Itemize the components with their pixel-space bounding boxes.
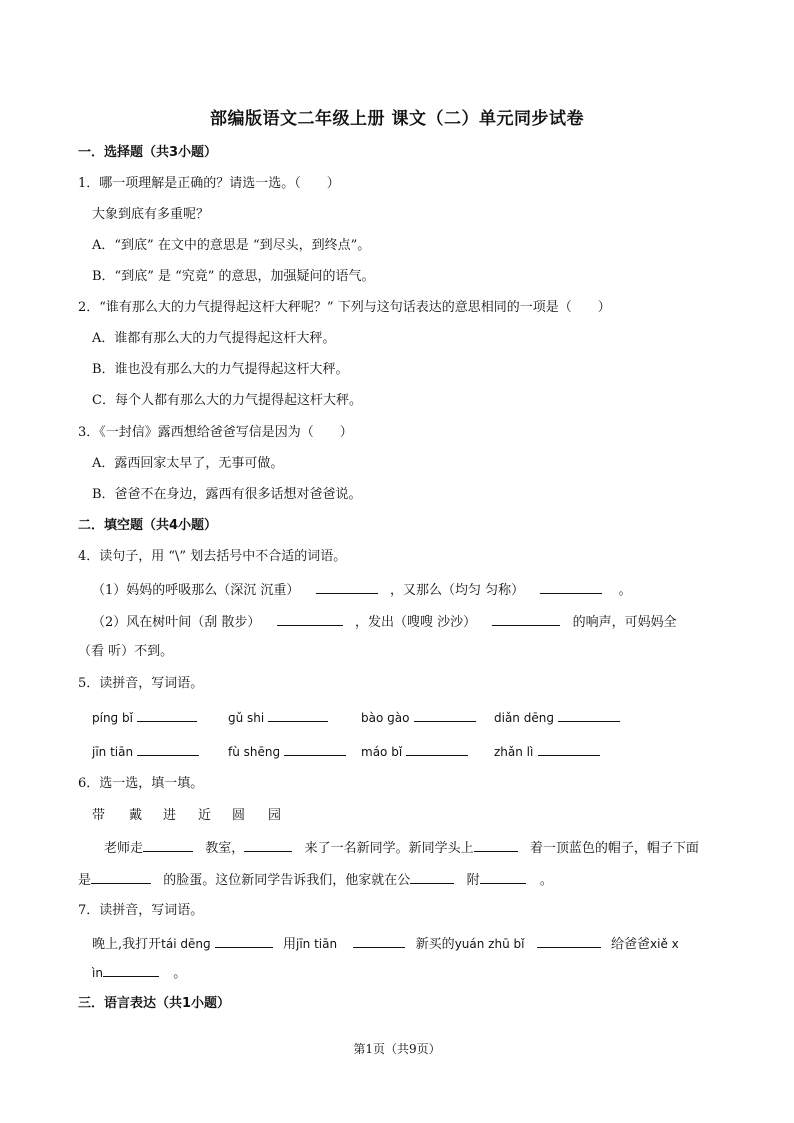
- question-4-stem: 4．读句子，用 “\” 划去括号中不合适的词语。: [78, 549, 347, 564]
- question-7-stem: 7．读拼音，写词语。: [78, 903, 204, 918]
- answer-blank[interactable]: [215, 933, 273, 948]
- question-3-stem: 3．《一封信》露西想给爸爸写信是因为（ ）: [78, 425, 353, 440]
- q4-s2-part-c: 的响声，可妈妈全: [572, 615, 677, 630]
- question-4-sentence-1: [92, 579, 632, 601]
- question-1-stem: 1．哪一项理解是正确的？请选一选。（ ）: [78, 176, 340, 191]
- answer-blank[interactable]: [268, 707, 328, 722]
- question-1-option-a: A．“到底” 在文中的意思是 “到尽头，到终点”。: [92, 238, 371, 253]
- answer-blank[interactable]: [353, 933, 405, 948]
- question-2-option-c: C．每个人都有那么大的力气提得起这杆大秤。: [92, 393, 362, 408]
- pinyin-item: fù shēnɡ: [228, 741, 346, 763]
- char-choice: 圆: [232, 808, 246, 823]
- q4-s2-part-b: ，发出（嗖嗖 沙沙）: [354, 615, 477, 630]
- q4-s1-part-b: ，又那么（均匀 匀称）: [389, 583, 525, 598]
- pinyin-item: diǎn dēnɡ: [494, 707, 620, 729]
- q4-s2-part-a: （2）风在树叶间（刮 散步）: [92, 615, 261, 630]
- question-6-passage-line-1: 老师走 教室， 来了一名新同学。新同学头上 着一顶蓝色的帽子，帽子下面: [104, 837, 699, 859]
- q4-s1-part-c: 。: [618, 583, 632, 598]
- answer-blank[interactable]: [537, 933, 601, 948]
- q4-s1-part-a: （1）妈妈的呼吸那么（深沉 沉重）: [92, 583, 300, 598]
- section-heading-choice: 一．选择题（共3小题）: [78, 145, 218, 160]
- question-7-line-1: 晚上,我打开tái dēnɡ 用jīn tiān 新买的yuán zhū bǐ 给爸爸xiě x: [92, 933, 679, 955]
- question-1-quote: 大象到底有多重呢？: [92, 207, 210, 222]
- question-6-passage-line-2: 是 的脸蛋。这位新同学告诉我们，他家就在公 附 。: [78, 869, 553, 891]
- answer-blank[interactable]: [474, 837, 518, 852]
- answer-blank[interactable]: [91, 869, 151, 884]
- question-3-option-a: A．露西回家太早了，无事可做。: [92, 456, 284, 471]
- answer-blank[interactable]: [406, 741, 468, 756]
- answer-blank[interactable]: [492, 611, 560, 626]
- char-choice: 近: [198, 808, 212, 823]
- question-3-option-b: B．爸爸不在身边，露西有很多话想对爸爸说。: [92, 487, 362, 502]
- pinyin-item: jīn tiān: [92, 741, 199, 763]
- question-7-line-2: ìn 。: [92, 962, 186, 984]
- pinyin-item: bào ɡào: [361, 707, 476, 729]
- answer-blank[interactable]: [558, 707, 620, 722]
- page-title: 部编版语文二年级上册 课文（二）单元同步试卷: [210, 109, 584, 129]
- char-choice: 带: [92, 808, 106, 823]
- answer-blank[interactable]: [103, 962, 159, 977]
- answer-blank[interactable]: [414, 707, 476, 722]
- question-2-option-b: B．谁也没有那么大的力气提得起这杆大秤。: [92, 362, 349, 377]
- answer-blank[interactable]: [244, 837, 292, 852]
- answer-blank[interactable]: [137, 741, 199, 756]
- answer-blank[interactable]: [277, 611, 343, 626]
- pinyin-item: zhǎn lì: [494, 741, 600, 763]
- pinyin-item: máo bǐ: [361, 741, 468, 763]
- char-choice: 戴: [129, 808, 143, 823]
- char-choice: 园: [268, 808, 282, 823]
- answer-blank[interactable]: [540, 579, 602, 594]
- pinyin-item: pínɡ bǐ: [92, 707, 197, 729]
- page-footer: 第1页（共9页）: [353, 1042, 441, 1056]
- answer-blank[interactable]: [143, 837, 193, 852]
- question-4-sentence-2-cont: （看 听）不到。: [78, 644, 174, 659]
- answer-blank[interactable]: [316, 579, 378, 594]
- question-6-stem: 6．选一选，填一填。: [78, 776, 204, 791]
- question-5-stem: 5．读拼音，写词语。: [78, 676, 204, 691]
- answer-blank[interactable]: [284, 741, 346, 756]
- answer-blank[interactable]: [410, 869, 454, 884]
- question-4-sentence-2: [92, 611, 677, 633]
- answer-blank[interactable]: [137, 707, 197, 722]
- question-1-option-b: B．“到底” 是 “究竟” 的意思，加强疑问的语气。: [92, 269, 375, 284]
- question-2-option-a: A．谁都有那么大的力气提得起这杆大秤。: [92, 331, 336, 346]
- question-2-stem: 2．“谁有那么大的力气提得起这杆大秤呢？” 下列与这句话表达的意思相同的一项是（ ）: [78, 300, 611, 315]
- pinyin-item: ɡǔ shi: [228, 707, 328, 729]
- section-heading-fill: 二．填空题（共4小题）: [78, 518, 218, 533]
- char-choice: 进: [163, 808, 177, 823]
- answer-blank[interactable]: [538, 741, 600, 756]
- answer-blank[interactable]: [480, 869, 526, 884]
- section-heading-expression: 三．语言表达（共1小题）: [78, 996, 231, 1011]
